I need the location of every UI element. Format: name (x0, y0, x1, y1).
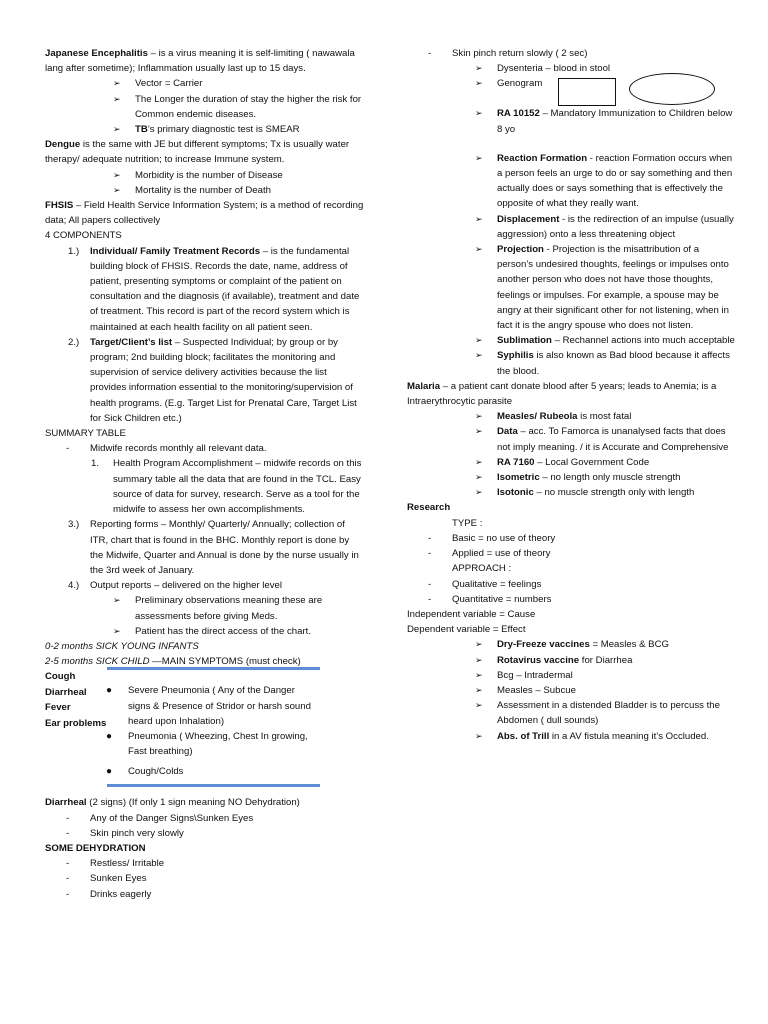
list-item: ➢ Bcg – Intradermal (497, 668, 737, 683)
arrowhead-bullet-icon: ➢ (475, 244, 483, 255)
right-list-a (475, 61, 737, 137)
type-list (428, 531, 737, 561)
list-item: ● Cough/Colds (128, 764, 318, 779)
components-list (68, 244, 365, 426)
list-item: - Basic = no use of theory (452, 531, 737, 546)
left-column (45, 46, 365, 902)
diarrheal-list (66, 811, 365, 841)
list-item: - Qualitative = feelings (452, 577, 737, 592)
malaria-paragraph: Malaria – a patient cant donate blood after 5 years; leads to Anemia; is a Intraerythrocytic parasite (407, 380, 717, 408)
dash-bullet-icon: - (66, 443, 70, 455)
approach-label: APPROACH : (452, 563, 512, 575)
arrowhead-bullet-icon: ➢ (475, 78, 483, 89)
divider-top (107, 667, 320, 670)
right-column (407, 46, 737, 744)
arrowhead-bullet-icon: ➢ (113, 625, 121, 636)
arrowhead-bullet-icon: ➢ (475, 669, 483, 680)
right-list-b (475, 151, 737, 379)
list-item: ➢ Dysenteria – blood in stool (497, 61, 737, 76)
list-item: - Drinks eagerly (90, 887, 365, 902)
list-item: ➢ Displacement - is the redirection of an impulse (usually aggression) onto a less threatening object (475, 213, 734, 240)
diarrheal-paragraph: Diarrheal (2 signs) (If only 1 sign meaning NO Dehydration) (45, 797, 300, 809)
list-item: - Quantitative = numbers (452, 592, 737, 607)
symptoms-table (45, 669, 365, 795)
child-line: 2-5 months SICK CHILD —MAIN SYMPTOMS (must check) (45, 656, 301, 668)
arrowhead-bullet-icon: ➢ (113, 78, 121, 89)
arrowhead-bullet-icon: ➢ (475, 487, 483, 498)
list-item: 3.) Reporting forms – Monthly/ Quarterly/ Annually; collection of ITR, chart that is found in the BHC. Monthly report is done by the Midwife, Quarter and Annual is done by the nurse usually in the 3rd week of January. (68, 519, 359, 576)
list-item: ➢ Rotavirus vaccine for Diarrhea (497, 653, 737, 668)
classification-list (106, 683, 318, 779)
symptom-item: Cough (45, 671, 76, 683)
approach-list (428, 577, 737, 607)
list-item: 4.) Output reports – delivered on the higher level (68, 580, 282, 592)
list-item: - Restless/ Irritable (90, 856, 365, 871)
arrowhead-bullet-icon: ➢ (475, 213, 483, 224)
arrowhead-bullet-icon: ➢ (113, 124, 121, 135)
genogram-circle-symbol (629, 73, 715, 105)
list-item: ➢ Abs. of Trill in a AV fistula meaning it’s Occluded. (497, 729, 737, 744)
dash-bullet-icon: - (66, 812, 70, 824)
list-item: 1.) Individual/ Family Treatment Records – is the fundamental building block of FHSIS. Records the date, name, address of patient, presenting symptoms or complaint of the patient on consultation and the diagnosis (if available), treatment and date of treatment. This record is part of the record system which is maintained at each health facility on all patient seen. (68, 245, 360, 333)
list-item: ➢ RA 10152 – Mandatory Immunization to Children below 8 yo (475, 108, 733, 135)
dash-bullet-icon: - (428, 532, 432, 544)
arrowhead-bullet-icon: ➢ (113, 184, 121, 195)
arrowhead-bullet-icon: ➢ (475, 426, 483, 437)
dash-bullet-icon: - (428, 593, 432, 605)
fhsis-paragraph: FHSIS – Field Health Service Information System; is a method of recording data; All papers collectively (45, 200, 364, 227)
arrowhead-bullet-icon: ➢ (113, 93, 121, 104)
dash-bullet-icon: - (66, 858, 70, 870)
list-item: - Skin pinch very slowly (90, 826, 365, 841)
dot-bullet-icon: ● (106, 730, 113, 742)
je-list (113, 76, 365, 137)
arrowhead-bullet-icon: ➢ (475, 350, 483, 361)
summary-heading: SUMMARY TABLE (45, 428, 126, 440)
dash-bullet-icon: - (428, 548, 432, 560)
list-item: ➢ Mortality is the number of Death (135, 183, 365, 198)
list-item: ➢ Isotonic – no muscle strength only with length (497, 485, 737, 500)
list-item: ➢ Measles/ Rubeola is most fatal (497, 409, 737, 424)
arrowhead-bullet-icon: ➢ (475, 456, 483, 467)
list-item: ➢ Reaction Formation - reaction Formation occurs when a person feels an urge to do or say something and then actually does or says something that is effectively the opposite of what they really want. (475, 152, 733, 210)
arrowhead-bullet-icon: ➢ (475, 639, 483, 650)
dot-bullet-icon: ● (106, 766, 113, 778)
research-heading: Research (407, 502, 451, 514)
list-item: ➢ Morbidity is the number of Disease (135, 168, 365, 183)
list-item: - Midwife records monthly all relevant data. (90, 441, 365, 456)
right-list-d (475, 637, 737, 743)
list-item: ➢ Measles – Subcue (497, 683, 737, 698)
arrowhead-bullet-icon: ➢ (475, 684, 483, 695)
dash-bullet-icon: - (428, 578, 432, 590)
list-item: ➢ Assessment in a distended Bladder is to percuss the Abdomen ( dull sounds) (475, 700, 720, 727)
output-reports-list (113, 593, 365, 639)
list-item: - Sunken Eyes (90, 871, 365, 886)
arrowhead-bullet-icon: ➢ (475, 411, 483, 422)
type-label: TYPE : (452, 517, 483, 529)
list-item: ➢ Isometric – no length only muscle strength (497, 470, 737, 485)
arrowhead-bullet-icon: ➢ (475, 700, 483, 711)
dependent-variable: Dependent variable = Effect (407, 624, 526, 636)
right-list-c (475, 409, 737, 500)
list-item: 1. Health Program Accomplishment – midwife records on this summary table all the data that are found in the TCL. Easy source of data for survey, research. Serve as a tool for the midwife to assess her own accomplishments. (91, 458, 362, 516)
list-item: - Skin pinch return slowly ( 2 sec) (452, 46, 737, 61)
list-item: ➢ Data – acc. To Famorca is unanalysed facts that does not imply meaning. / it is Accurate and Comprehensive (475, 426, 729, 453)
divider-bottom (107, 784, 320, 787)
list-item: 2.) Target/Client’s list – Suspected Individual; by group or by program; 2nd building block; facilitates the monitoring and supervision of service delivery activities because the list provides information essential to the monitoring/supervision of health programs. (E.g. Target List for Prenatal Care, Target List for Sick Children etc.) (68, 336, 357, 424)
symptom-item: Ear problems (45, 717, 107, 729)
je-title: Japanese Encephalitis (45, 48, 148, 59)
dengue-list (113, 168, 365, 198)
dengue-paragraph: Dengue is the same with JE but different symptoms; Tx is usually water therapy/ adequate nutrition; to increase Immune system. (45, 139, 350, 166)
symptom-item: Diarrheal (45, 686, 87, 698)
dash-bullet-icon: - (66, 827, 70, 839)
arrowhead-bullet-icon: ➢ (475, 472, 483, 483)
list-item: ➢ Dry-Freeze vaccines = Measles & BCG (497, 637, 737, 652)
arrowhead-bullet-icon: ➢ (475, 335, 483, 346)
list-item: ➢ Vector = Carrier (135, 76, 365, 91)
list-item: - Any of the Danger Signs\Sunken Eyes (90, 811, 365, 826)
list-item: ● Severe Pneumonia ( Any of the Danger signs & Presence of Stridor or harsh sound heard upon Inhalation) (106, 685, 311, 727)
list-item: ➢ Preliminary observations meaning these are assessments before giving Meds. (113, 595, 323, 622)
list-item: ➢ Genogram (497, 76, 737, 106)
some-dehydration-heading: SOME DEHYDRATION (45, 842, 146, 854)
list-item: ➢ RA 7160 – Local Government Code (497, 455, 737, 470)
dehydration-list (66, 856, 365, 902)
arrowhead-bullet-icon: ➢ (113, 595, 121, 606)
genogram-square-symbol (558, 78, 616, 106)
arrowhead-bullet-icon: ➢ (475, 654, 483, 665)
list-item: ➢ Sublimation – Rechannel actions into much acceptable (497, 333, 737, 348)
je-paragraph (45, 46, 365, 76)
arrowhead-bullet-icon: ➢ (475, 152, 483, 163)
list-item: ➢ TB’s primary diagnostic test is SMEAR (135, 122, 365, 137)
independent-variable: Independent variable = Cause (407, 608, 536, 620)
dot-bullet-icon: ● (106, 685, 113, 697)
infant-line: 0-2 months SICK YOUNG INFANTS (45, 640, 199, 652)
arrowhead-bullet-icon: ➢ (113, 169, 121, 180)
list-item: ➢ The Longer the duration of stay the higher the risk for Common endemic diseases. (113, 93, 362, 120)
components-heading: 4 COMPONENTS (45, 230, 122, 242)
list-item: ➢ Projection - Projection is the misattribution of a person’s undesired thoughts, feelings or impulses onto another person who does not have those thoughts, feelings or impulses. For example, a spouse may be angry at their significant other for not listening, when in fact it is the angry spouse who does not listen. (475, 244, 729, 332)
list-item: ➢ Syphilis is also known as Bad blood because it affects the blood. (475, 350, 730, 377)
arrowhead-bullet-icon: ➢ (475, 63, 483, 74)
symptom-item: Fever (45, 702, 71, 714)
list-item: ➢ Patient has the direct access of the chart. (135, 624, 365, 639)
je-text: – is a virus meaning it is self-limiting ( nawawala lang after sometime); Inflammation usually last up to 15 days. (45, 48, 355, 75)
dash-bullet-icon: - (428, 48, 432, 59)
dash-bullet-icon: - (66, 888, 70, 900)
arrowhead-bullet-icon: ➢ (475, 108, 483, 119)
arrowhead-bullet-icon: ➢ (475, 730, 483, 741)
dash-bullet-icon: - (66, 873, 70, 885)
list-item: - Applied = use of theory (452, 546, 737, 561)
symptom-list (45, 669, 106, 731)
list-item: ● Pneumonia ( Wheezing, Chest In growing, Fast breathing) (106, 730, 308, 758)
